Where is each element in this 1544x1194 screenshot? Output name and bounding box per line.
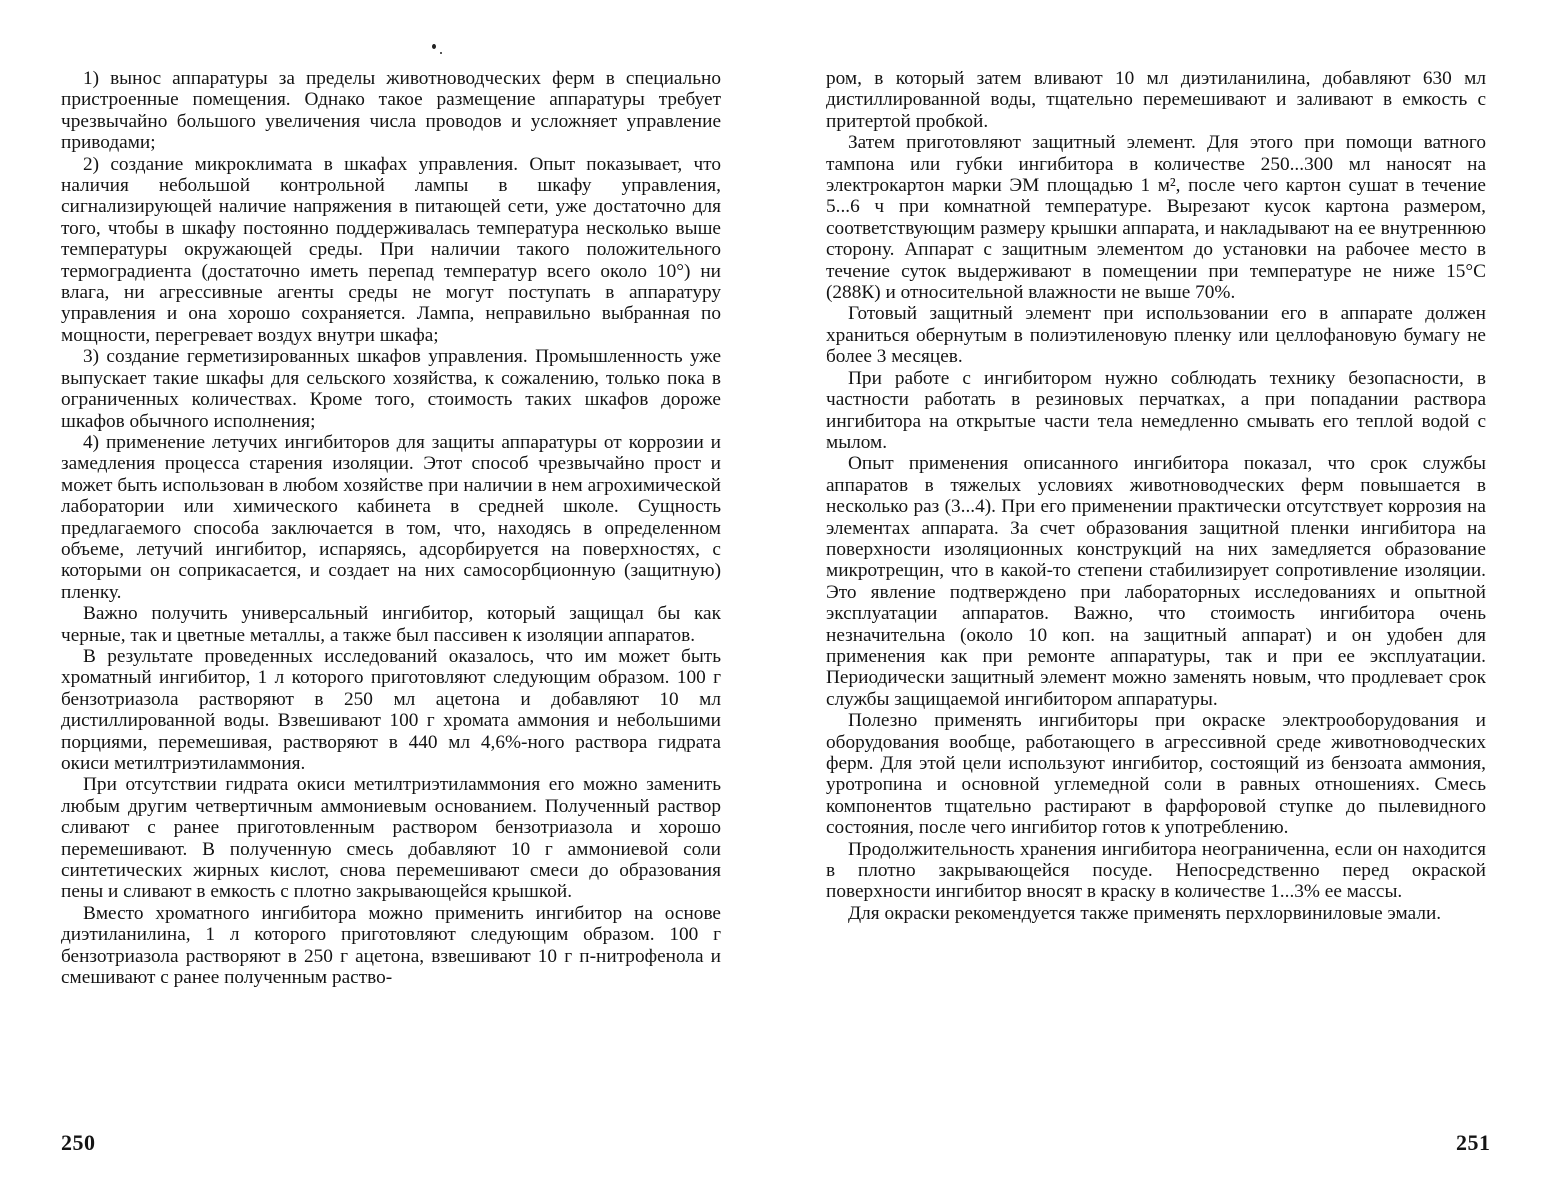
page-number: 250 — [61, 1130, 96, 1155]
print-speck — [440, 52, 442, 54]
paragraph: Вместо хроматного ингибитора можно применить ингибитор на основе диэтиланилина, 1 л которого приготовляют следующим образом. 100 г бензотриазола растворяют в 250 г ацетона, взвешивают 10 г п-нитрофенола и смешивают с ранее полученным раство- — [61, 902, 721, 989]
page-number: 251 — [1456, 1130, 1491, 1155]
right-page — [772, 0, 1544, 1194]
paragraph: При работе с ингибитором нужно соблюдать технику безопасности, в частности работать в резиновых перчатках, а при попадании раствора ингибитора на открытые части тела немедленно смывать его теплой водой с мылом. — [826, 367, 1486, 453]
paragraph: 3) создание герметизированных шкафов управления. Промышленность уже выпускает такие шкафы для сельского хозяйства, к сожалению, только пока в ограниченных количествах. Кроме того, стоимость таких шкафов дороже шкафов обычного исполнения; — [61, 346, 721, 432]
paragraph: Для окраски рекомендуется также применять перхлорвиниловые эмали. — [848, 902, 1442, 924]
paragraph: Затем приготовляют защитный элемент. Для этого при помощи ватного тампона или губки ингибитора в количестве 250...300 мл наносят на электрокартон марки ЭМ площадью 1 м², после чего картон сушат в течение 5...6 ч при комнатной температуре. Вырезают кусок картона размером, соответствующим размеру крышки аппарата, и накладывают на ее внутреннюю сторону. Аппарат с защитным элементом до установки на рабочее место в течение суток выдерживают в помещении при температуре не ниже 15°С (288К) и относительной влажности не выше 70%. — [826, 132, 1486, 304]
paragraph: Продолжительность хранения ингибитора неограниченна, если он находится в плотно закрывающейся посуде. Непосредственно перед окраской поверхности ингибитор вносят в краску в количестве 1...3% ее массы. — [826, 838, 1486, 903]
paragraph: Готовый защитный элемент при использовании его в аппарате должен храниться обернутым в полиэтиленовую пленку или целлофановую бумагу не более 3 месяцев. — [826, 303, 1486, 368]
paragraph: Важно получить универсальный ингибитор, который защищал бы как черные, так и цветные металлы, а также был пассивен к изоляции аппаратов. — [61, 603, 721, 646]
left-text-column — [61, 68, 721, 988]
print-speck — [432, 44, 436, 49]
paragraph: Полезно применять ингибиторы при окраске электрооборудования и оборудования вообще, работающего в агрессивной среде животноводческих ферм. Для этой цели используют ингибитор, состоящий из бензоата аммония, уротропина и основной углемедной соли в равных отношениях. Смесь компонентов тщательно растирают в фарфоровой ступке до пылевидного состояния, после чего ингибитор готов к употреблению. — [826, 710, 1486, 839]
right-text-column — [826, 68, 1486, 924]
paragraph: 4) применение летучих ингибиторов для защиты аппаратуры от коррозии и замедления процесса старения изоляции. Этот способ чрезвычайно прост и может быть использован в любом хозяйстве при наличии в нем агрохимической лаборатории или химического кабинета в средней школе. Сущность предлагаемого способа заключается в том, что, находясь в определенном объеме, летучий ингибитор, испаряясь, адсорбируется на поверхностях, с которыми он соприкасается, и создает на них самосорбционную (защитную) пленку. — [61, 431, 721, 603]
paragraph: При отсутствии гидрата окиси метилтриэтиламмония его можно заменить любым другим четвертичным аммониевым основанием. Полученный раствор сливают с ранее приготовленным раствором бензотриазола и хорошо перемешивают. В полученную смесь добавляют 10 г аммониевой соли синтетических жирных кислот, снова перемешивают смеси до образования пены и сливают в емкость с плотно закрывающейся крышкой. — [61, 774, 721, 903]
paragraph: В результате проведенных исследований оказалось, что им может быть хроматный ингибитор, 1 л которого приготовляют следующим образом. 100 г бензотриазола растворяют в 250 мл ацетона и добавляют 10 мл дистиллированной воды. Взвешивают 100 г хромата аммония и небольшими порциями, перемешивая, растворяют в 440 мл 4,6%-ного раствора гидрата окиси метилтриэтиламмония. — [61, 645, 721, 774]
paragraph: ром, в который затем вливают 10 мл диэтиланилина, добавляют 630 мл дистиллированной воды, тщательно перемешивают и заливают в емкость с притертой пробкой. — [826, 68, 1486, 132]
paragraph: Опыт применения описанного ингибитора показал, что срок службы аппаратов в тяжелых условиях животноводческих ферм повышается в несколько раз (3...4). При его применении практически отсутствует коррозия на элементах аппарата. За счет образования защитной пленки ингибитора на поверхности изоляционных конструкций на них замедляется образование микротрещин, что в какой-то степени стабилизирует сопротивление изоляции. Это явление подтверждено при лабораторных исследованиях и опытной эксплуатации аппаратов. Важно, что стоимость ингибитора очень незначительна (около 10 коп. на защитный аппарат) и он удобен для применения как при ремонте аппаратуры, так и при ее эксплуатации. Периодически защитный элемент можно заменять новым, что продлевает срок службы защищаемой ингибитором аппаратуры. — [826, 453, 1486, 710]
paragraph: 2) создание микроклимата в шкафах управления. Опыт показывает, что наличия небольшой контрольной лампы в шкафу управления, сигнализирующей наличие напряжения в питающей сети, уже достаточно для того, чтобы в шкафу постоянно поддерживалась температура несколько выше температуры окружающей среды. При наличии такого положительного термоградиента (достаточно иметь перепад температур всего около 10°) ни влага, ни агрессивные агенты среды не могут поступать в аппаратуру управления и она хорошо сохраняется. Лампа, неправильно выбранная по мощности, перегревает воздух внутри шкафа; — [61, 153, 721, 346]
paragraph: 1) вынос аппаратуры за пределы животноводческих ферм в специально пристроенные помещения. Однако такое размещение аппаратуры требует чрезвычайно большого увеличения числа проводов и усложняет управление приводами; — [61, 68, 721, 154]
